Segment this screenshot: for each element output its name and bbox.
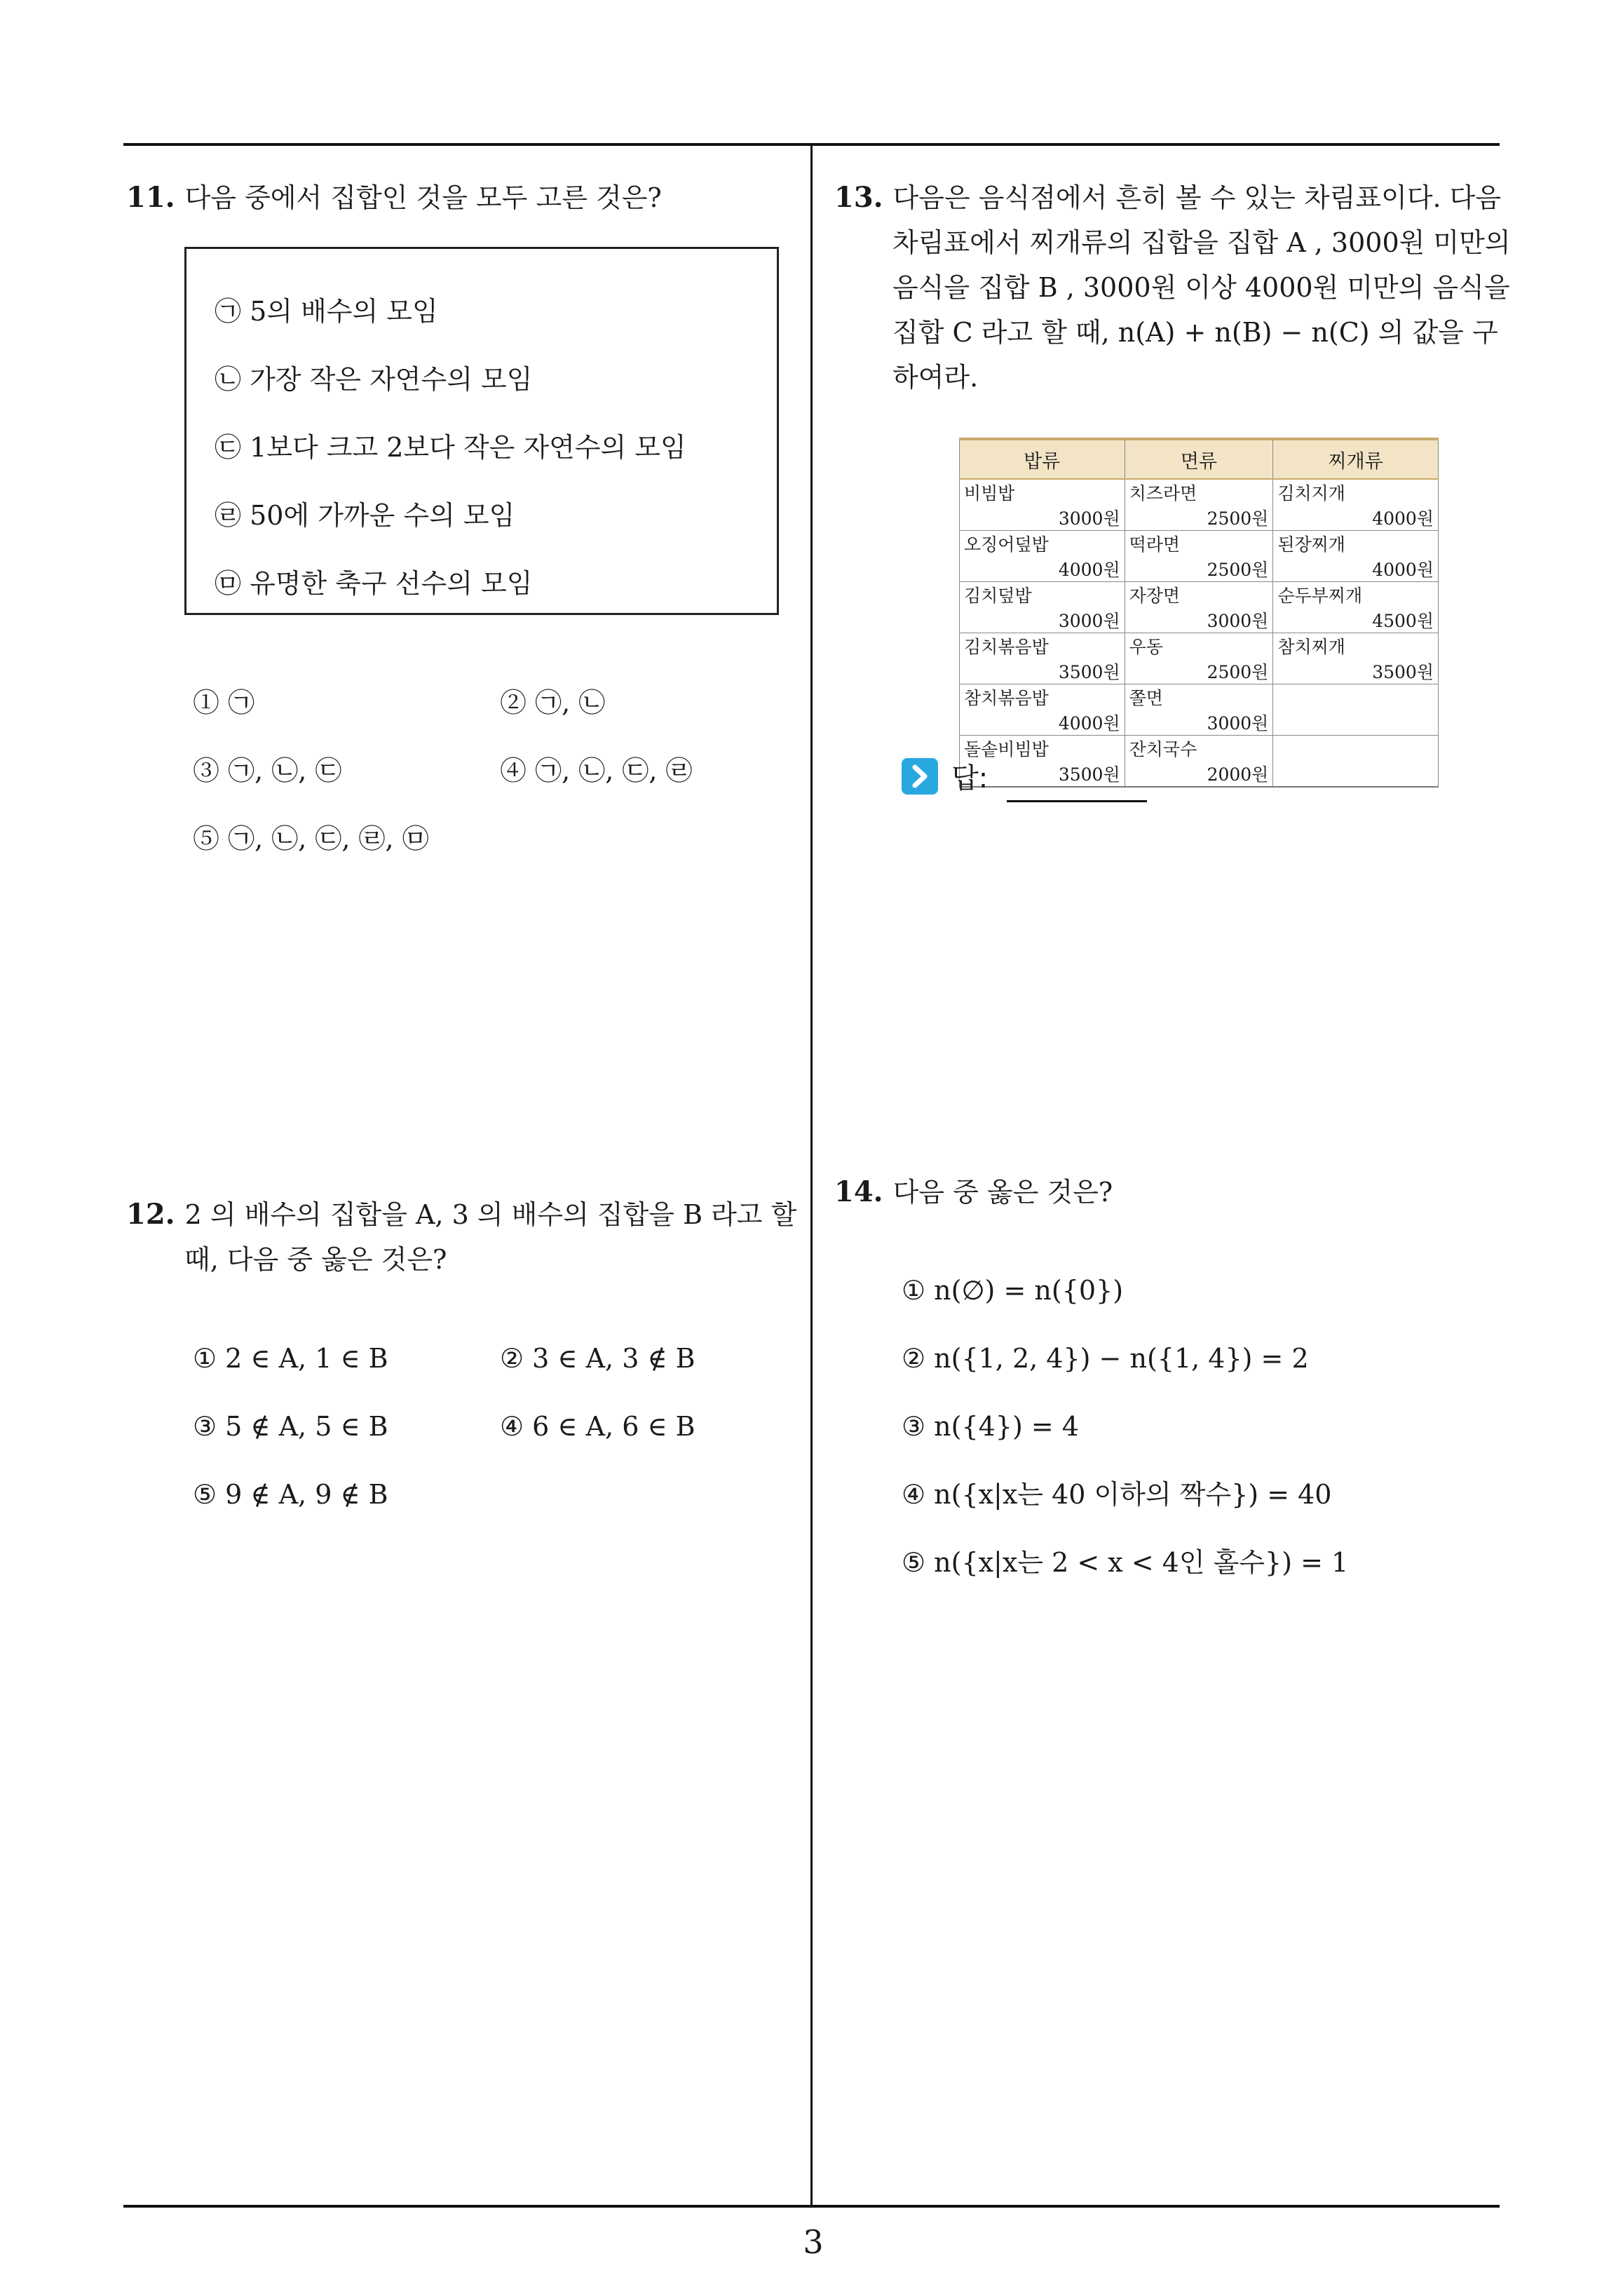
menu-cell — [960, 684, 1125, 736]
menu-cell — [960, 479, 1125, 531]
menu-row — [960, 736, 1439, 788]
q14-choice-4[interactable]: ④ n({x|x는 40 이하의 짝수}) = 40 — [902, 1479, 1332, 1510]
menu-item-name: 우동 — [1129, 637, 1163, 657]
menu-item-price: 2500원 — [1207, 508, 1269, 529]
answer-area — [902, 756, 988, 795]
q11-choice-4[interactable]: ④ ㉠, ㉡, ㉢, ㉣ — [500, 755, 693, 786]
question-13-line2: 차림표에서 찌개류의 집합을 집합 A , 3000원 미만의 — [892, 227, 1511, 258]
box-item-3: ㉢ 1보다 크고 2보다 작은 자연수의 모임 — [215, 432, 686, 463]
q12-choice-1[interactable]: ① 2 ∈ A, 1 ∈ B — [193, 1343, 388, 1374]
menu-item-name: 순두부찌개 — [1277, 586, 1363, 606]
question-12-text-line2: 때, 다음 중 옳은 것은? — [184, 1244, 447, 1275]
q11-choice-2[interactable]: ② ㉠, ㉡ — [500, 687, 606, 718]
menu-item-name: 치즈라면 — [1129, 483, 1197, 504]
question-11-text: 다음 중에서 집합인 것을 모두 고른 것은? — [184, 182, 662, 213]
q14-choice-2[interactable]: ② n({1, 2, 4}) − n({1, 4}) = 2 — [902, 1343, 1309, 1374]
box-item-2: ㉡ 가장 작은 자연수의 모임 — [215, 364, 533, 395]
menu-item-name: 자장면 — [1129, 586, 1181, 606]
question-12-text-line1: 2 의 배수의 집합을 A, 3 의 배수의 집합을 B 라고 할 — [184, 1199, 797, 1230]
box-item-5: ㉤ 유명한 축구 선수의 모임 — [215, 568, 533, 599]
menu-row — [960, 582, 1439, 633]
bottom-rule — [123, 2205, 1500, 2208]
question-13-line5: 하여라. — [892, 362, 979, 393]
menu-cell — [1125, 582, 1273, 633]
menu-item-price: 3000원 — [1207, 713, 1269, 734]
menu-item-name: 비빔밥 — [964, 483, 1015, 504]
menu-item-price: 4000원 — [1058, 560, 1120, 580]
menu-cell — [1273, 531, 1439, 582]
menu-item-price: 2500원 — [1207, 560, 1269, 580]
q14-choice-5[interactable]: ⑤ n({x|x는 2 < x < 4인 홀수}) = 1 — [902, 1547, 1349, 1578]
menu-header-rice: 밥류 — [960, 439, 1125, 479]
menu-item-name: 돌솥비빔밥 — [964, 739, 1049, 759]
question-12 — [126, 1192, 796, 1237]
q14-choice-1[interactable]: ① n(∅) = n({0}) — [902, 1275, 1124, 1306]
column-divider — [810, 143, 813, 2206]
answer-label: 답: — [951, 762, 989, 795]
menu-item-price: 4500원 — [1372, 611, 1434, 631]
q12-choice-5[interactable]: ⑤ 9 ∉ A, 9 ∉ B — [193, 1479, 388, 1510]
menu-cell — [1273, 633, 1439, 684]
menu-item-price: 2000원 — [1207, 764, 1269, 785]
question-11-box — [184, 247, 779, 615]
q14-choice-3[interactable]: ③ n({4}) = 4 — [902, 1411, 1079, 1442]
box-item-4: ㉣ 50에 가까운 수의 모임 — [215, 500, 515, 531]
menu-row — [960, 684, 1439, 736]
menu-cell — [1273, 582, 1439, 633]
menu-item-price: 4000원 — [1372, 560, 1434, 580]
menu-cell — [1273, 479, 1439, 531]
menu-item-price: 3000원 — [1058, 611, 1120, 631]
menu-item-name: 오징어덮밥 — [964, 534, 1049, 555]
menu-item-price: 3500원 — [1058, 662, 1120, 682]
question-11-number: 11. — [126, 181, 175, 214]
menu-cell — [1125, 736, 1273, 788]
menu-item-name: 김치볶음밥 — [964, 637, 1049, 657]
menu-header-stew: 찌개류 — [1273, 439, 1439, 479]
menu-cell — [1273, 736, 1439, 788]
question-13-line3: 음식을 집합 B , 3000원 이상 4000원 미만의 음식을 — [892, 272, 1510, 303]
menu-item-price: 3500원 — [1058, 764, 1120, 785]
menu-cell — [960, 582, 1125, 633]
menu-item-price: 4000원 — [1372, 508, 1434, 529]
answer-input-line[interactable] — [1007, 800, 1147, 802]
menu-item-name: 김치덮밥 — [964, 586, 1032, 606]
menu-header-row — [960, 439, 1439, 479]
question-13-line4: 집합 C 라고 할 때, n(A) + n(B) − n(C) 의 값을 구 — [892, 317, 1498, 348]
menu-item-price: 2500원 — [1207, 662, 1269, 682]
menu-cell — [1273, 684, 1439, 736]
menu-cell — [1125, 531, 1273, 582]
menu-cell — [1125, 479, 1273, 531]
box-item-1: ㉠ 5의 배수의 모임 — [215, 296, 438, 327]
q11-choice-3[interactable]: ③ ㉠, ㉡, ㉢ — [193, 755, 342, 786]
menu-cell — [1125, 633, 1273, 684]
menu-cell — [960, 633, 1125, 684]
menu-row — [960, 531, 1439, 582]
menu-item-name: 참치찌개 — [1277, 637, 1345, 657]
question-13-line1: 다음은 음식점에서 흔히 볼 수 있는 차림표이다. 다음 — [892, 182, 1502, 213]
menu-item-price: 3500원 — [1372, 662, 1434, 682]
question-11 — [126, 175, 662, 220]
menu-row — [960, 479, 1439, 531]
menu-item-name: 참치볶음밥 — [964, 688, 1049, 708]
menu-item-name: 김치지개 — [1277, 483, 1345, 504]
q12-choice-3[interactable]: ③ 5 ∉ A, 5 ∈ B — [193, 1411, 388, 1442]
menu-item-price: 3000원 — [1058, 508, 1120, 529]
page-number: 3 — [803, 2223, 824, 2261]
question-12-number: 12. — [126, 1198, 175, 1231]
menu-item-name: 된장찌개 — [1277, 534, 1345, 555]
question-14-text: 다음 중 옳은 것은? — [892, 1177, 1113, 1208]
question-13-number: 13. — [834, 181, 883, 214]
q11-choice-5[interactable]: ⑤ ㉠, ㉡, ㉢, ㉣, ㉤ — [193, 823, 429, 854]
menu-item-price: 3000원 — [1207, 611, 1269, 631]
menu-cell — [960, 531, 1125, 582]
menu-item-price: 4000원 — [1058, 713, 1120, 734]
menu-table — [959, 438, 1439, 788]
q11-choice-1[interactable]: ① ㉠ — [193, 687, 255, 718]
menu-cell — [1125, 684, 1273, 736]
q12-choice-4[interactable]: ④ 6 ∈ A, 6 ∈ B — [500, 1411, 695, 1442]
menu-row — [960, 633, 1439, 684]
menu-item-name: 잔치국수 — [1129, 739, 1197, 759]
menu-item-name: 떡라면 — [1129, 534, 1181, 555]
question-13 — [834, 175, 1501, 220]
menu-header-noodle: 면류 — [1125, 439, 1273, 479]
menu-item-name: 쫄면 — [1129, 688, 1163, 708]
chevron-right-icon — [902, 758, 938, 795]
question-14-number: 14. — [834, 1175, 883, 1208]
menu-table-wrap — [959, 438, 1439, 788]
question-14 — [834, 1170, 1113, 1215]
q12-choice-2[interactable]: ② 3 ∈ A, 3 ∉ B — [500, 1343, 695, 1374]
